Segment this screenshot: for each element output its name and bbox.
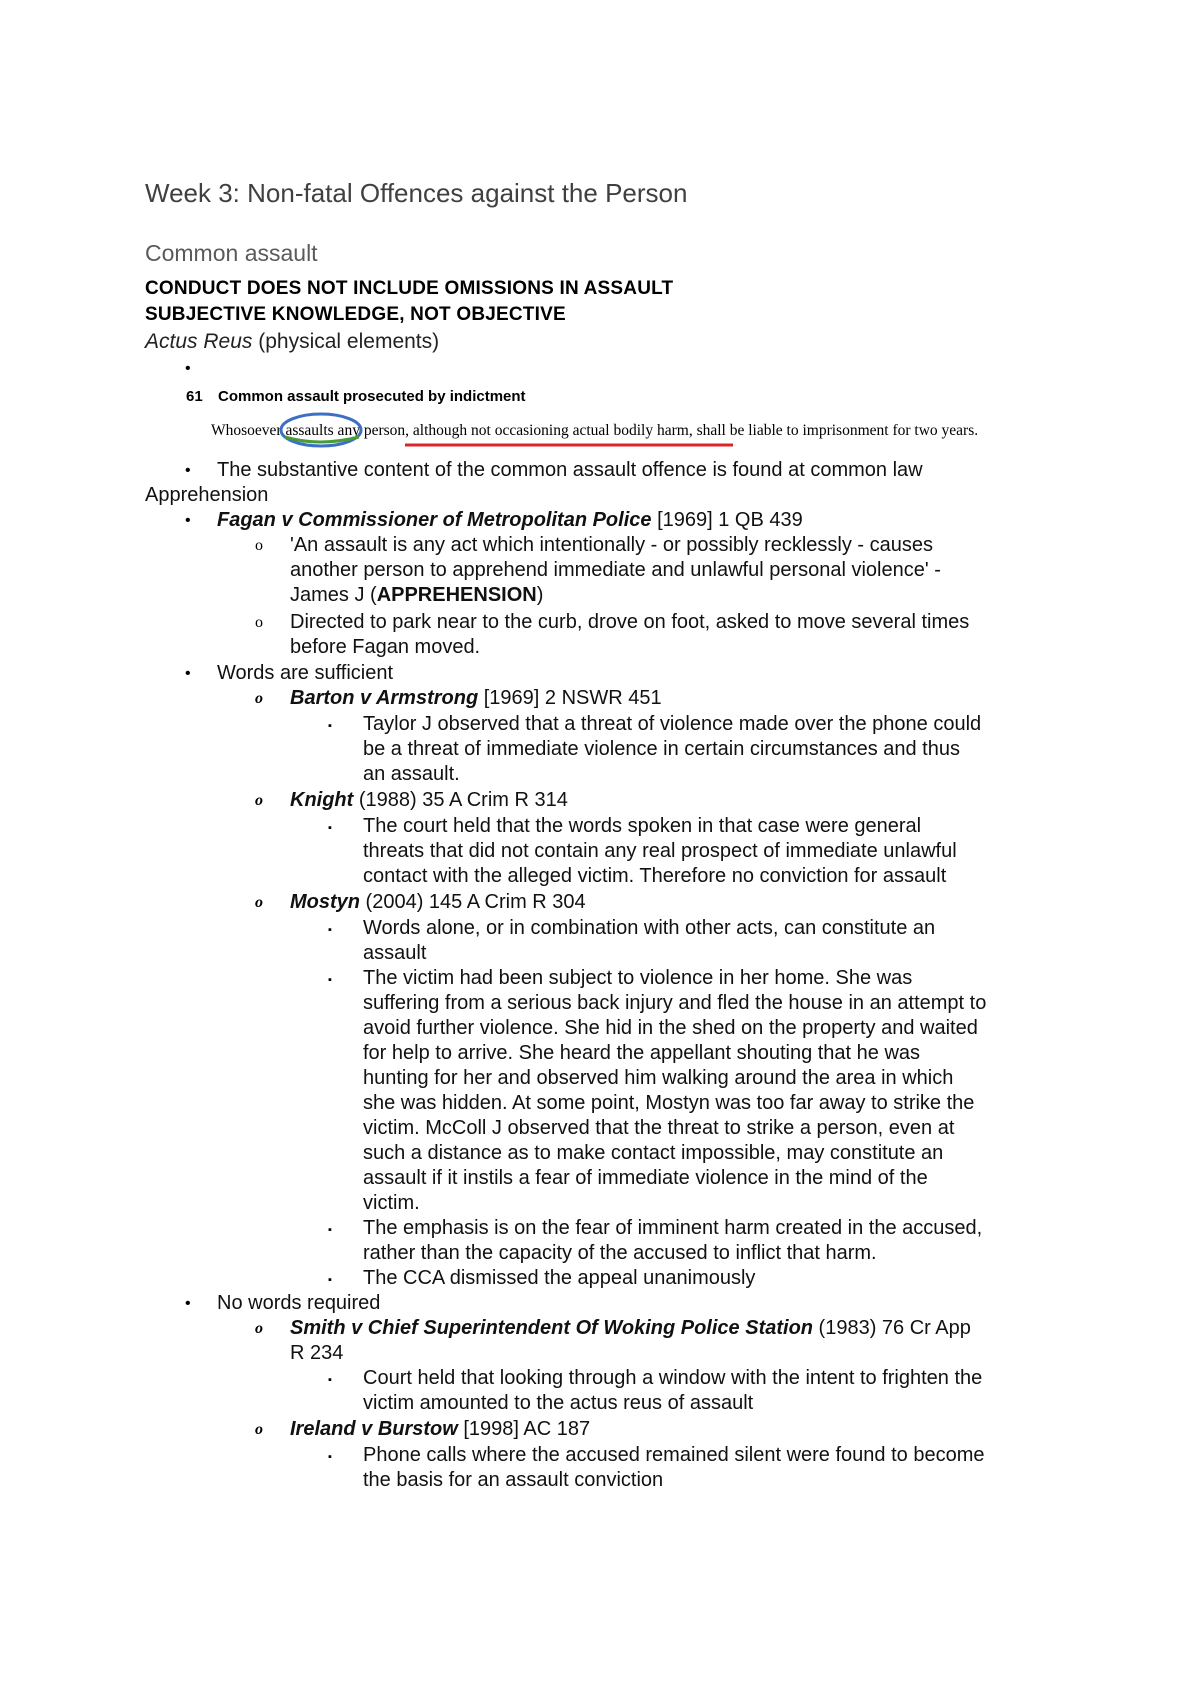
text-bold: APPREHENSION [376, 584, 537, 606]
list-item: an assault. [363, 763, 460, 785]
caps-note-2: SUBJECTIVE KNOWLEDGE, NOT OBJECTIVE [145, 304, 566, 325]
list-item: another person to apprehend immediate and unlawful personal violence' - [290, 559, 941, 581]
section-heading: Common assault [145, 240, 318, 266]
statute-number: 61 [186, 388, 203, 405]
case-name: Knight [290, 789, 354, 811]
case-citation-cont: R 234 [290, 1342, 344, 1364]
bullet-disc: • [185, 462, 191, 479]
text-part: ) [536, 584, 544, 606]
annotation-circle-icon [279, 413, 367, 449]
actus-reus-heading [145, 330, 439, 354]
case-barton [290, 686, 662, 712]
bullet-square: ▪ [328, 1374, 332, 1386]
list-item: 'An assault is any act which intentionally - or possibly recklessly - causes [290, 534, 933, 556]
statute-text [211, 422, 978, 440]
list-item: Words are sufficient [217, 662, 394, 684]
statute-underlined [413, 422, 693, 439]
list-item: be a threat of immediate violence in certain circumstances and thus [363, 738, 960, 760]
list-item: such a distance as to make contact impossible, may constitute an [363, 1142, 944, 1164]
subheading-apprehension: Apprehension [145, 484, 269, 506]
bullet-circle: o [255, 894, 263, 911]
page-title: Week 3: Non-fatal Offences against the Person [145, 178, 688, 208]
bullet-square: ▪ [328, 1224, 332, 1236]
list-item: Taylor J observed that a threat of violence made over the phone could [363, 713, 982, 735]
list-item: Words alone, or in combination with other acts, can constitute an [363, 917, 936, 939]
statute-text-c: shall be liable to imprisonment for two years. [692, 422, 979, 439]
case-citation: (1983) 76 Cr App [813, 1317, 971, 1339]
bullet-circle: o [255, 1421, 263, 1438]
list-item: The CCA dismissed the appeal unanimously [363, 1267, 756, 1289]
case-name: Fagan v Commissioner of Metropolitan Police [217, 509, 652, 531]
case-mostyn [290, 890, 586, 916]
statute-text-a: Whosoever [211, 422, 286, 439]
list-item: she was hidden. At some point, Mostyn was too far away to strike the [363, 1092, 975, 1114]
case-ireland [290, 1417, 590, 1443]
actus-reus-rest: (physical elements) [252, 330, 440, 353]
case-fagan [217, 508, 803, 534]
statute-circled-word [285, 422, 344, 439]
list-item: The victim had been subject to violence in her home. She was [363, 967, 913, 989]
bullet-circle: o [255, 792, 263, 809]
statute-text-b: ny person, [344, 422, 413, 439]
caps-note-1: CONDUCT DOES NOT INCLUDE OMISSIONS IN ASSAULT [145, 278, 674, 299]
bullet-disc: • [185, 360, 191, 377]
list-item: hunting for her and observed him walking around the area in which [363, 1067, 954, 1089]
list-item: the basis for an assault conviction [363, 1469, 664, 1491]
list-item: The substantive content of the common assault offence is found at common law [217, 459, 923, 481]
list-item: contact with the alleged victim. Therefore no conviction for assault [363, 865, 947, 887]
bullet-square: ▪ [328, 822, 332, 834]
case-name: Smith v Chief Superintendent Of Woking Police Station [290, 1317, 813, 1339]
bullet-circle: o [255, 614, 263, 631]
list-item: The emphasis is on the fear of imminent harm created in the accused, [363, 1217, 983, 1239]
case-citation: (1988) 35 A Crim R 314 [353, 789, 568, 811]
list-item: assault if it instils a fear of immediate violence in the mind of the [363, 1167, 928, 1189]
text-part: James J ( [290, 584, 377, 606]
case-citation: [1969] 2 NSWR 451 [478, 687, 662, 709]
bullet-circle: o [255, 1320, 263, 1337]
case-knight [290, 788, 568, 814]
statute-underlined-text: although not occasioning actual bodily harm, [412, 422, 693, 439]
bullet-disc: • [185, 1295, 191, 1312]
statute-extract [186, 388, 1106, 452]
list-item: victim. [363, 1192, 420, 1214]
list-item [290, 583, 543, 609]
bullet-square: ▪ [328, 1274, 332, 1286]
list-item: before Fagan moved. [290, 636, 481, 658]
case-name: Mostyn [290, 891, 360, 913]
case-citation: [1998] AC 187 [457, 1418, 591, 1440]
statute-heading: Common assault prosecuted by indictment [218, 388, 526, 405]
bullet-circle: o [255, 690, 263, 707]
list-item: suffering from a serious back injury and fled the house in an attempt to [363, 992, 987, 1014]
bullet-square: ▪ [328, 720, 332, 732]
list-item: Phone calls where the accused remained silent were found to become [363, 1444, 985, 1466]
bullet-disc: • [185, 512, 191, 529]
list-item: for help to arrive. She heard the appellant shouting that he was [363, 1042, 921, 1064]
list-item: Directed to park near to the curb, drove on foot, asked to move several times [290, 611, 970, 633]
list-item: assault [363, 942, 427, 964]
list-item: victim. McColl J observed that the threat to strike a person, even at [363, 1117, 955, 1139]
case-smith [290, 1316, 971, 1342]
case-citation: (2004) 145 A Crim R 304 [360, 891, 586, 913]
annotation-underline-icon [413, 442, 733, 448]
case-citation: [1969] 1 QB 439 [651, 509, 803, 531]
bullet-square: ▪ [328, 924, 332, 936]
list-item: rather than the capacity of the accused to inflict that harm. [363, 1242, 877, 1264]
list-item: victim amounted to the actus reus of assault [363, 1392, 754, 1414]
case-name: Ireland v Burstow [290, 1418, 458, 1440]
bullet-disc: • [185, 665, 191, 682]
list-item: threats that did not contain any real prospect of immediate unlawful [363, 840, 957, 862]
bullet-square: ▪ [328, 1451, 332, 1463]
actus-reus-italic: Actus Reus [145, 330, 253, 353]
list-item: Court held that looking through a window with the intent to frighten the [363, 1367, 983, 1389]
bullet-circle: o [255, 537, 263, 554]
list-item: avoid further violence. She hid in the shed on the property and waited [363, 1017, 978, 1039]
list-item: No words required [217, 1292, 381, 1314]
statute-circled-text: assaults a [285, 422, 345, 439]
bullet-square: ▪ [328, 974, 332, 986]
case-name: Barton v Armstrong [290, 687, 479, 709]
list-item: The court held that the words spoken in that case were general [363, 815, 922, 837]
